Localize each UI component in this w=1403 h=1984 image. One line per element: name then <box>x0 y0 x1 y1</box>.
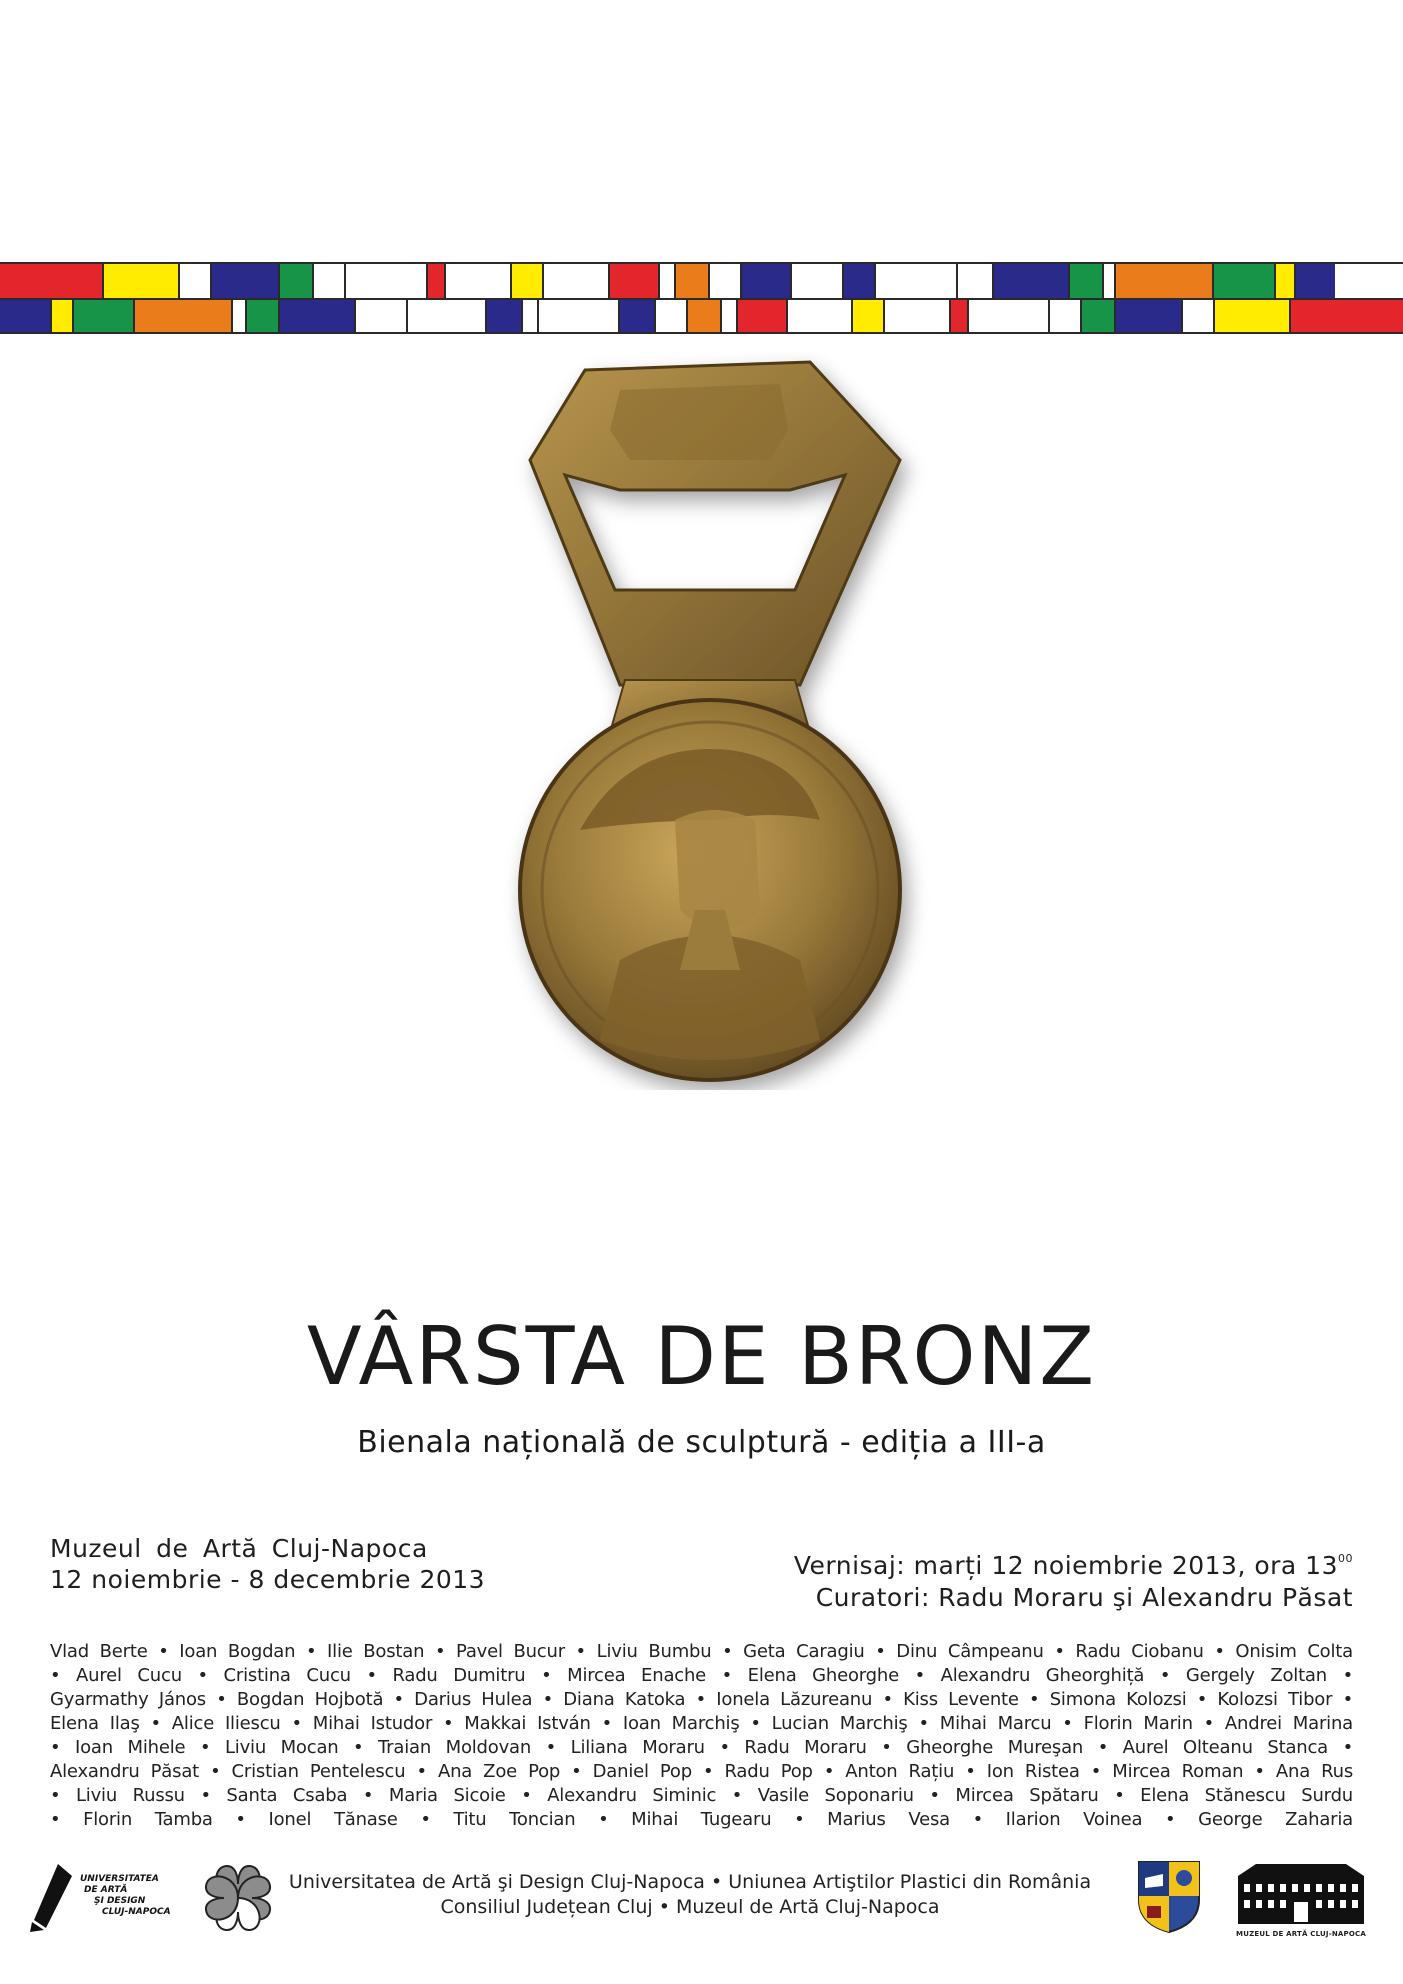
museum-logo-caption: MUZEUL DE ARTĂ CLUJ-NAPOCA <box>1236 1930 1366 1938</box>
opening-block <box>794 1543 1353 1614</box>
exhibition-subtitle: Bienala națională de sculptură - ediția a III-a <box>357 1425 1046 1460</box>
color-band <box>0 262 1403 334</box>
partners-line-1: Universitatea de Artă şi Design Cluj-Napoca • Uniunea Artiştilor Plastici din România <box>288 1871 1092 1893</box>
artists-line: Gyarmathy János • Bogdan Hojbotă • Darius Hulea • Diana Katoka • Ionela Lăzureanu • Kiss Levente • Simona Kolozsi • Kolozsi Tibor • <box>50 1689 1353 1710</box>
partners-block <box>250 1870 1130 1920</box>
color-band-row-top <box>0 264 1403 300</box>
cluj-county-crest-icon <box>1137 1860 1201 1934</box>
pen-nib-icon <box>28 1862 78 1932</box>
venue-museum: Muzeul de Artă Cluj-Napoca <box>50 1534 428 1563</box>
artists-list <box>50 1640 1353 1832</box>
vernisaj-time-superscript: 00 <box>1338 1552 1353 1565</box>
artists-line: Alexandru Păsat • Cristian Pentelescu • Ana Zoe Pop • Daniel Pop • Radu Pop • Anton Rațiu • Ion Ristea • Mircea Roman • Ana Rus <box>50 1761 1353 1782</box>
uad-logo-text: UNIVERSITATEA DE ARTĂ ŞI DESIGN CLUJ-NAPOCA <box>80 1874 171 1917</box>
art-museum-logo <box>1236 1862 1366 1938</box>
venue-block <box>50 1533 485 1595</box>
artists-line: • Aurel Cucu • Cristina Cucu • Radu Dumitru • Mircea Enache • Elena Gheorghe • Alexandru Gheorghiță • Gergely Zoltan • <box>50 1665 1353 1686</box>
curators-line: Curatori: Radu Moraru şi Alexandru Păsat <box>815 1583 1353 1612</box>
artists-line: • Ioan Mihele • Liviu Mocan • Traian Moldovan • Liliana Moraru • Radu Moraru • Gheorghe Mureşan • Aurel Olteanu Stanca • <box>50 1737 1353 1758</box>
color-band-row-bottom <box>0 300 1403 332</box>
partners-line-2: Consiliul Județean Cluj • Muzeul de Artă Cluj-Napoca <box>440 1896 940 1918</box>
uad-logo <box>28 1862 188 1932</box>
artists-line: Vlad Berte • Ioan Bogdan • Ilie Bostan • Pavel Bucur • Liviu Bumbu • Geta Caragiu • Dinu Câmpeanu • Radu Ciobanu • Onisim Colta <box>50 1641 1353 1662</box>
vernisaj-text: Vernisaj: marți 12 noiembrie 2013, ora 13 <box>793 1551 1338 1580</box>
artists-line: • Florin Tamba • Ionel Tănase • Titu Toncian • Mihai Tugearu • Marius Vesa • Ilarion Voinea • George Zaharia <box>50 1809 1353 1830</box>
artists-line: • Liviu Russu • Santa Csaba • Maria Sicoie • Alexandru Siminic • Vasile Soponariu • Mircea Spătaru • Elena Stănescu Surdu <box>50 1785 1353 1806</box>
artists-line: Elena Ilaş • Alice Iliescu • Mihai Istudor • Makkai István • Ioan Marchiş • Lucian Marchiş • Mihai Marcu • Florin Marin • Andrei Marina <box>50 1713 1353 1734</box>
venue-dates: 12 noiembrie - 8 decembrie 2013 <box>50 1565 486 1594</box>
museum-building-icon <box>1236 1862 1366 1926</box>
exhibition-title: VÂRSTA DE BRONZ <box>306 1310 1097 1403</box>
vernisaj-line <box>794 1543 1353 1582</box>
bronze-medal-image <box>470 350 950 1090</box>
